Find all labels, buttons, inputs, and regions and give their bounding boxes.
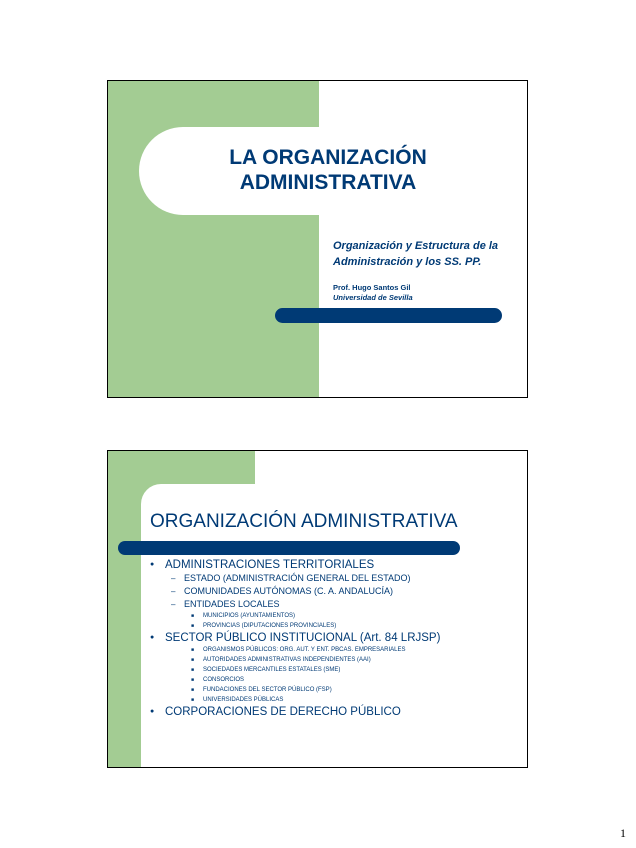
decorative-bar: [275, 308, 502, 323]
list-item-level-1: ● SECTOR PÚBLICO INSTITUCIONAL (Art. 84 LRJSP): [150, 631, 520, 645]
slide-2-title: ORGANIZACIÓN ADMINISTRATIVA: [150, 511, 458, 532]
list-item-level-2: – ESTADO (ADMINISTRACIÓN GENERAL DEL ESTADO): [150, 572, 520, 585]
list-item-level-3: ■ FUNDACIONES DEL SECTOR PÚBLICO (FSP): [150, 685, 520, 695]
author-name: Prof. Hugo Santos Gil: [333, 283, 411, 292]
list-item-level-3: ■ AUTORIDADES ADMINISTRATIVAS INDEPENDIENTES (AAI): [150, 655, 520, 665]
slide-1-subtitle: [333, 238, 523, 270]
university-name: Universidad de Sevilla: [333, 293, 413, 302]
list-item-level-3: ■ SOCIEDADES MERCANTILES ESTATALES (SME): [150, 665, 520, 675]
title-line-2: ADMINISTRATIVA: [239, 171, 417, 194]
list-item-level-1: ● CORPORACIONES DE DERECHO PÚBLICO: [150, 705, 520, 719]
title-line-1: LA ORGANIZACIÓN: [229, 146, 427, 169]
list-item-level-2: – ENTIDADES LOCALES: [150, 598, 520, 611]
subtitle-line-2: Administración y los SS. PP.: [333, 256, 482, 268]
list-item-level-3: ■ MUNICIPIOS (AYUNTAMIENTOS): [150, 611, 520, 621]
list-item-level-3: ■ PROVINCIAS (DIPUTACIONES PROVINCIALES): [150, 621, 520, 631]
list-item-level-2: – COMUNIDADES AUTÓNOMAS (C. A. ANDALUCÍA): [150, 585, 520, 598]
page-number: 1: [620, 826, 626, 840]
slide-1-title: [188, 145, 468, 195]
list-item-level-3: ■ CONSORCIOS: [150, 675, 520, 685]
decorative-bar: [118, 541, 460, 555]
slide-2: [107, 450, 528, 768]
slide-1: [107, 80, 528, 398]
list-item-level-3: ■ ORGANISMOS PÚBLICOS: ORG. AUT. Y ENT. PBCAS. EMPRESARIALES: [150, 645, 520, 655]
subtitle-line-1: Organización y Estructura de la: [333, 240, 499, 252]
bullet-list: [150, 558, 520, 719]
list-item-level-1: ● ADMINISTRACIONES TERRITORIALES: [150, 558, 520, 572]
list-item-level-3: ■ UNIVERSIDADES PÚBLICAS: [150, 695, 520, 705]
